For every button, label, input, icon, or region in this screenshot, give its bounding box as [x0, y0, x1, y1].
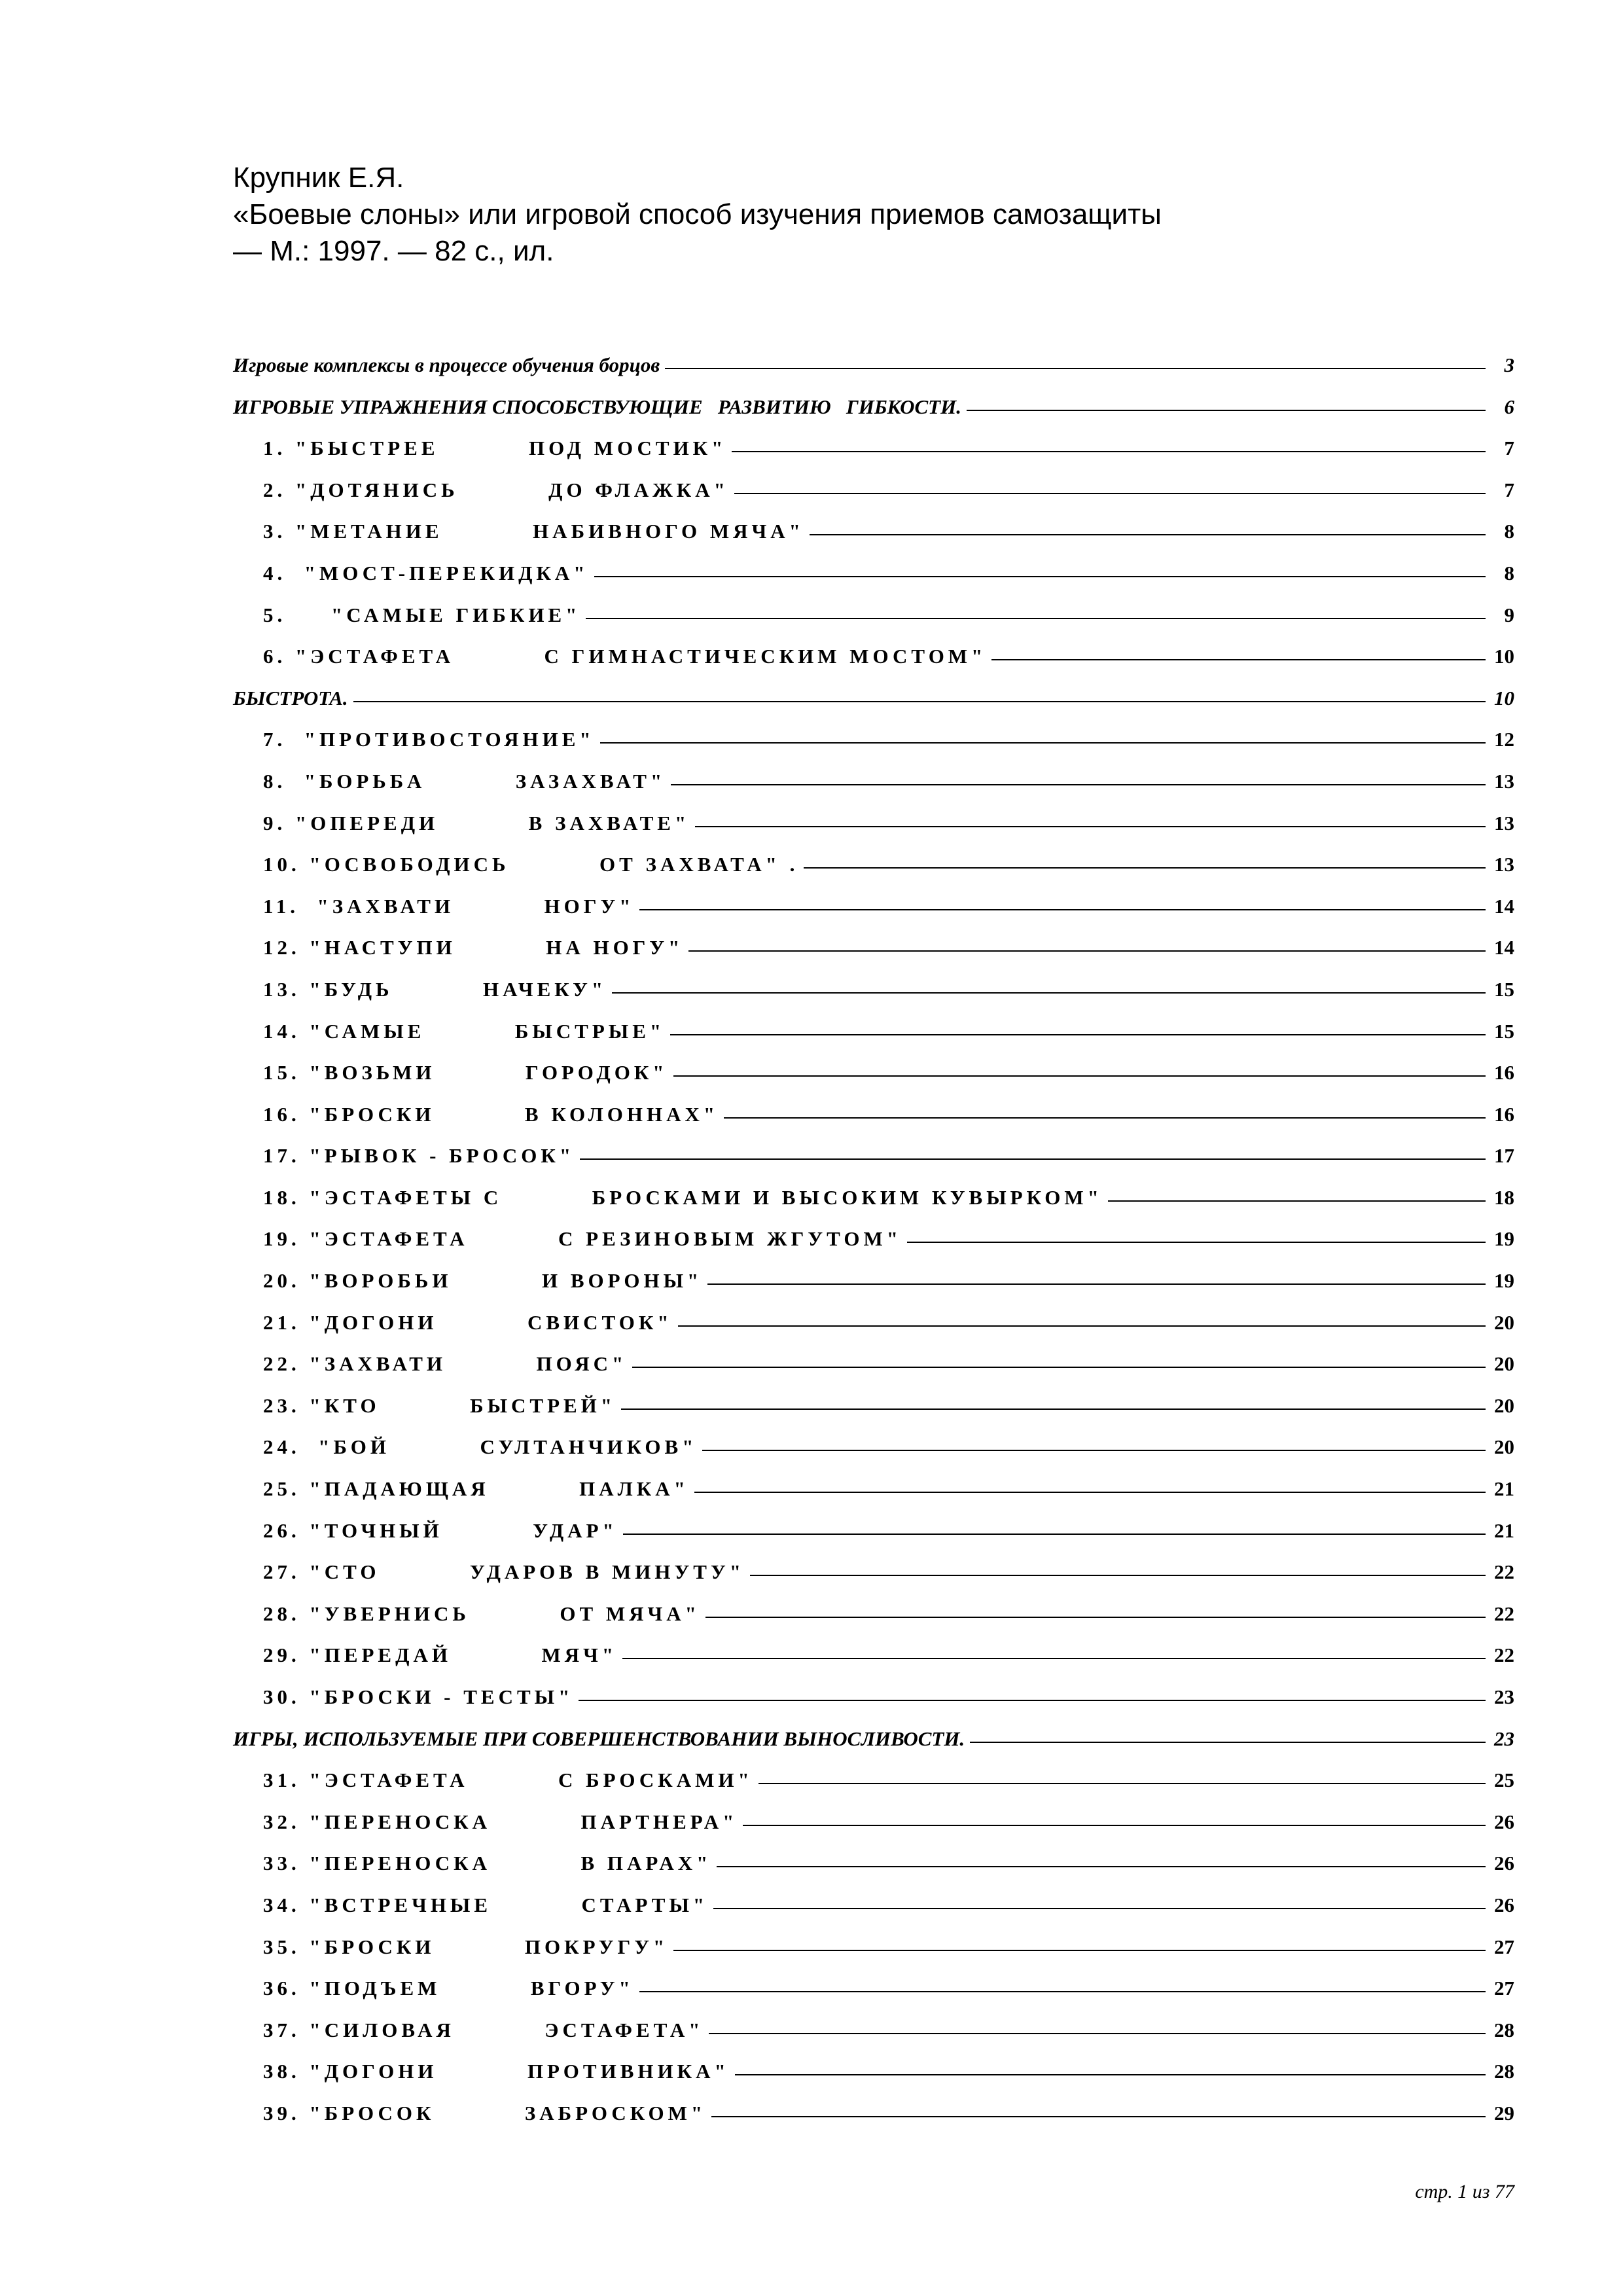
toc-entry-title: 23. "КТО БЫСТРЕЙ": [263, 1393, 616, 1417]
toc-entry-title: 21. "ДОГОНИ СВИСТОК": [263, 1310, 673, 1334]
toc-section-entry[interactable]: [233, 687, 1514, 728]
toc-page-number: 12: [1494, 728, 1514, 751]
toc-page-number: 16: [1494, 1061, 1514, 1085]
toc-entry-title: 27. "СТО УДАРОВ В МИНУТУ": [263, 1560, 745, 1584]
toc-leader-line: [632, 1367, 1486, 1368]
toc-entry-title: 26. "ТОЧНЫЙ УДАР": [263, 1518, 618, 1542]
toc-leader-line: [709, 2033, 1486, 2034]
toc-item-entry[interactable]: [233, 645, 1514, 687]
toc-page-number: 13: [1494, 853, 1514, 876]
toc-page-number: 29: [1494, 2101, 1514, 2125]
toc-page-number: 28: [1494, 2018, 1514, 2041]
toc-page-number: 18: [1494, 1185, 1514, 1209]
toc-item-entry[interactable]: [233, 1560, 1514, 1602]
toc-entry-title: 24. "БОЙ СУЛТАНЧИКОВ": [263, 1435, 698, 1459]
book-title: «Боевые слоны» или игровой способ изучения приемов самозащиты: [233, 198, 1162, 230]
toc-entry-title: 5. "САМЫЕ ГИБКИЕ": [263, 603, 581, 626]
toc-entry-title: 1. "БЫСТРЕЕ ПОД МОСТИК": [263, 437, 727, 460]
toc-leader-line: [639, 909, 1486, 910]
toc-leader-line: [612, 992, 1486, 994]
toc-page-number: 15: [1494, 1019, 1514, 1043]
toc-leader-line: [735, 2074, 1486, 2075]
toc-item-entry[interactable]: [233, 1852, 1514, 1893]
toc-entry-title: БЫСТРОТА.: [233, 686, 348, 709]
toc-page-number: 6: [1504, 395, 1514, 418]
toc-leader-line: [673, 1950, 1486, 1951]
table-of-contents: [233, 353, 1514, 2144]
toc-entry-title: 31. "ЭСТАФЕТА С БРОСКАМИ": [263, 1768, 753, 1792]
toc-section-entry[interactable]: [233, 1727, 1514, 1769]
toc-leader-line: [711, 2116, 1486, 2117]
toc-entry-title: 8. "БОРЬБА ЗАЗАХВАТ": [263, 769, 666, 793]
toc-item-entry[interactable]: [233, 770, 1514, 812]
toc-entry-title: 36. "ПОДЪЕМ ВГОРУ": [263, 1977, 634, 2000]
toc-item-entry[interactable]: [233, 978, 1514, 1020]
toc-page-number: 27: [1494, 1977, 1514, 2000]
toc-item-entry[interactable]: [233, 1061, 1514, 1103]
toc-entry-title: 9. "ОПЕРЕДИ В ЗАХВАТЕ": [263, 811, 690, 834]
toc-entry-title: 35. "БРОСКИ ПОКРУГУ": [263, 1935, 669, 1958]
toc-item-entry[interactable]: [233, 1227, 1514, 1269]
toc-page-number: 14: [1494, 936, 1514, 960]
toc-entry-title: 15. "ВОЗЬМИ ГОРОДОК": [263, 1061, 668, 1085]
toc-item-entry[interactable]: [233, 1935, 1514, 1977]
toc-leader-line: [688, 950, 1486, 952]
toc-item-entry[interactable]: [233, 1144, 1514, 1186]
toc-leader-line: [1108, 1200, 1486, 1202]
toc-page-number: 14: [1494, 894, 1514, 918]
toc-leader-line: [804, 867, 1486, 869]
toc-item-entry[interactable]: [233, 520, 1514, 562]
toc-entry-title: 2. "ДОТЯНИСЬ ДО ФЛАЖКА": [263, 478, 729, 501]
toc-item-entry[interactable]: [233, 1394, 1514, 1436]
toc-entry-title: 39. "БРОСОК ЗАБРОСКОМ": [263, 2101, 707, 2125]
toc-page-number: 9: [1504, 603, 1514, 626]
toc-leader-line: [621, 1408, 1486, 1410]
toc-entry-title: 32. "ПЕРЕНОСКА ПАРТНЕРА": [263, 1810, 738, 1833]
toc-entry-title: 37. "СИЛОВАЯ ЭСТАФЕТА": [263, 2018, 704, 2041]
toc-section-entry[interactable]: [233, 395, 1514, 437]
toc-page-number: 17: [1494, 1144, 1514, 1168]
toc-entry-title: 33. "ПЕРЕНОСКА В ПАРАХ": [263, 1852, 712, 1875]
toc-leader-line: [970, 1742, 1486, 1743]
toc-item-entry[interactable]: [233, 2018, 1514, 2060]
toc-item-entry[interactable]: [233, 812, 1514, 853]
toc-item-entry[interactable]: [233, 1311, 1514, 1353]
toc-entry-title: 13. "БУДЬ НАЧЕКУ": [263, 977, 607, 1001]
toc-entry-title: ИГРОВЫЕ УПРАЖНЕНИЯ СПОСОБСТВУЮЩИЕ РАЗВИТИЮ ГИБКОСТИ.: [233, 395, 961, 418]
toc-leader-line: [670, 1034, 1486, 1035]
toc-leader-line: [671, 784, 1486, 785]
toc-leader-line: [586, 618, 1486, 619]
toc-page-number: 23: [1494, 1727, 1514, 1750]
toc-entry-title: 17. "РЫВОК - БРОСОК": [263, 1144, 575, 1168]
toc-page-number: 15: [1494, 977, 1514, 1001]
toc-entry-title: 38. "ДОГОНИ ПРОТИВНИКА": [263, 2060, 730, 2083]
toc-leader-line: [967, 410, 1486, 411]
toc-leader-line: [717, 1866, 1486, 1867]
toc-leader-line: [702, 1450, 1486, 1451]
toc-leader-line: [810, 534, 1486, 535]
toc-entry-title: 10. "ОСВОБОДИСЬ ОТ ЗАХВАТА" .: [263, 853, 799, 876]
toc-leader-line: [732, 451, 1486, 452]
toc-entry-title: 25. "ПАДАЮЩАЯ ПАЛКА": [263, 1477, 689, 1501]
toc-item-entry[interactable]: [233, 1269, 1514, 1311]
toc-leader-line: [713, 1908, 1486, 1909]
toc-page-number: 28: [1494, 2060, 1514, 2083]
toc-entry-title: 18. "ЭСТАФЕТЫ С БРОСКАМИ И ВЫСОКИМ КУВЫРКОМ": [263, 1185, 1103, 1209]
toc-page-number: 26: [1494, 1852, 1514, 1875]
toc-page-number: 19: [1494, 1227, 1514, 1251]
toc-item-entry[interactable]: [233, 1477, 1514, 1519]
toc-entry-title: 16. "БРОСКИ В КОЛОННАХ": [263, 1102, 719, 1126]
toc-page-number: 26: [1494, 1810, 1514, 1833]
toc-page-number: 8: [1504, 520, 1514, 543]
toc-entry-title: 7. "ПРОТИВОСТОЯНИЕ": [263, 728, 595, 751]
toc-item-entry[interactable]: [233, 1103, 1514, 1145]
toc-entry-title: 12. "НАСТУПИ НА НОГУ": [263, 936, 684, 960]
toc-item-entry[interactable]: [233, 1810, 1514, 1852]
toc-entry-title: Игровые комплексы в процессе обучения борцов: [233, 353, 660, 376]
toc-item-entry[interactable]: [233, 2102, 1514, 2144]
toc-page-number: 22: [1494, 1643, 1514, 1667]
toc-item-entry[interactable]: [233, 1602, 1514, 1644]
toc-leader-line: [600, 742, 1486, 744]
toc-page-number: 13: [1494, 769, 1514, 793]
toc-entry-title: 4. "МОСТ-ПЕРЕКИДКА": [263, 561, 589, 584]
toc-leader-line: [579, 1700, 1486, 1701]
toc-item-entry[interactable]: [233, 1685, 1514, 1727]
toc-page-number: 8: [1504, 561, 1514, 584]
toc-item-entry[interactable]: [233, 478, 1514, 520]
toc-page-number: 23: [1494, 1685, 1514, 1708]
toc-leader-line: [743, 1825, 1486, 1826]
toc-item-entry[interactable]: [233, 1893, 1514, 1935]
toc-leader-line: [639, 1991, 1486, 1992]
toc-page-number: 16: [1494, 1102, 1514, 1126]
toc-entry-title: 14. "САМЫЕ БЫСТРЫЕ": [263, 1019, 666, 1043]
toc-item-entry[interactable]: [233, 603, 1514, 645]
toc-entry-title: 34. "ВСТРЕЧНЫЕ СТАРТЫ": [263, 1893, 709, 1916]
page-footer: стр. 1 из 77: [1415, 2181, 1514, 2202]
toc-page-number: 3: [1504, 353, 1514, 376]
toc-entry-title: 3. "МЕТАНИЕ НАБИВНОГО МЯЧА": [263, 520, 804, 543]
toc-page-number: 21: [1494, 1477, 1514, 1501]
toc-item-entry[interactable]: [233, 1186, 1514, 1228]
toc-leader-line: [758, 1783, 1486, 1784]
toc-entry-title: 6. "ЭСТАФЕТА С ГИМНАСТИЧЕСКИМ МОСТОМ": [263, 645, 987, 668]
toc-item-entry[interactable]: [233, 562, 1514, 603]
toc-item-entry[interactable]: [233, 895, 1514, 937]
toc-section-entry[interactable]: [233, 353, 1514, 395]
toc-leader-line: [622, 1658, 1486, 1659]
toc-leader-line: [594, 576, 1486, 577]
toc-entry-title: 28. "УВЕРНИСЬ ОТ МЯЧА": [263, 1602, 700, 1625]
toc-leader-line: [750, 1575, 1486, 1576]
toc-entry-title: 11. "ЗАХВАТИ НОГУ": [263, 894, 635, 918]
toc-leader-line: [678, 1325, 1486, 1327]
toc-leader-line: [695, 826, 1486, 827]
toc-leader-line: [580, 1158, 1486, 1160]
toc-leader-line: [991, 659, 1486, 660]
toc-page-number: 22: [1494, 1602, 1514, 1625]
document-header: [233, 160, 1162, 270]
toc-page-number: 25: [1494, 1768, 1514, 1792]
toc-page-number: 7: [1504, 478, 1514, 501]
toc-entry-title: ИГРЫ, ИСПОЛЬЗУЕМЫЕ ПРИ СОВЕРШЕНСТВОВАНИИ ВЫНОСЛИВОСТИ.: [233, 1727, 965, 1750]
toc-page-number: 26: [1494, 1893, 1514, 1916]
toc-page-number: 20: [1494, 1435, 1514, 1459]
toc-entry-title: 29. "ПЕРЕДАЙ МЯЧ": [263, 1643, 618, 1667]
toc-item-entry[interactable]: [233, 853, 1514, 895]
toc-leader-line: [734, 493, 1486, 494]
toc-entry-title: 20. "ВОРОБЬИ И ВОРОНЫ": [263, 1269, 703, 1293]
toc-item-entry[interactable]: [233, 1519, 1514, 1561]
toc-leader-line: [353, 701, 1486, 702]
toc-item-entry[interactable]: [233, 1435, 1514, 1477]
toc-page-number: 7: [1504, 437, 1514, 460]
toc-leader-line: [724, 1117, 1486, 1119]
toc-leader-line: [623, 1534, 1486, 1535]
toc-page-number: 22: [1494, 1560, 1514, 1584]
toc-leader-line: [665, 368, 1486, 369]
toc-item-entry[interactable]: [233, 728, 1514, 770]
toc-leader-line: [673, 1075, 1486, 1077]
toc-item-entry[interactable]: [233, 1977, 1514, 2018]
toc-item-entry[interactable]: [233, 2060, 1514, 2102]
toc-page-number: 10: [1494, 686, 1514, 709]
toc-page-number: 20: [1494, 1393, 1514, 1417]
toc-entry-title: 19. "ЭСТАФЕТА С РЕЗИНОВЫМ ЖГУТОМ": [263, 1227, 902, 1251]
toc-leader-line: [907, 1242, 1486, 1243]
toc-page-number: 10: [1494, 645, 1514, 668]
toc-page-number: 21: [1494, 1518, 1514, 1542]
toc-leader-line: [705, 1617, 1486, 1618]
toc-page-number: 27: [1494, 1935, 1514, 1958]
publication-info: — М.: 1997. — 82 с., ил.: [233, 235, 554, 267]
toc-page-number: 20: [1494, 1352, 1514, 1376]
toc-item-entry[interactable]: [233, 1020, 1514, 1062]
toc-item-entry[interactable]: [233, 936, 1514, 978]
toc-item-entry[interactable]: [233, 1352, 1514, 1394]
toc-entry-title: 30. "БРОСКИ - ТЕСТЫ": [263, 1685, 574, 1708]
toc-leader-line: [694, 1492, 1486, 1493]
author: Крупник Е.Я.: [233, 162, 404, 194]
toc-page-number: 19: [1494, 1269, 1514, 1293]
toc-page-number: 13: [1494, 811, 1514, 834]
toc-leader-line: [707, 1283, 1486, 1285]
toc-page-number: 20: [1494, 1310, 1514, 1334]
toc-item-entry[interactable]: [233, 437, 1514, 478]
toc-entry-title: 22. "ЗАХВАТИ ПОЯС": [263, 1352, 628, 1376]
toc-item-entry[interactable]: [233, 1643, 1514, 1685]
toc-item-entry[interactable]: [233, 1768, 1514, 1810]
